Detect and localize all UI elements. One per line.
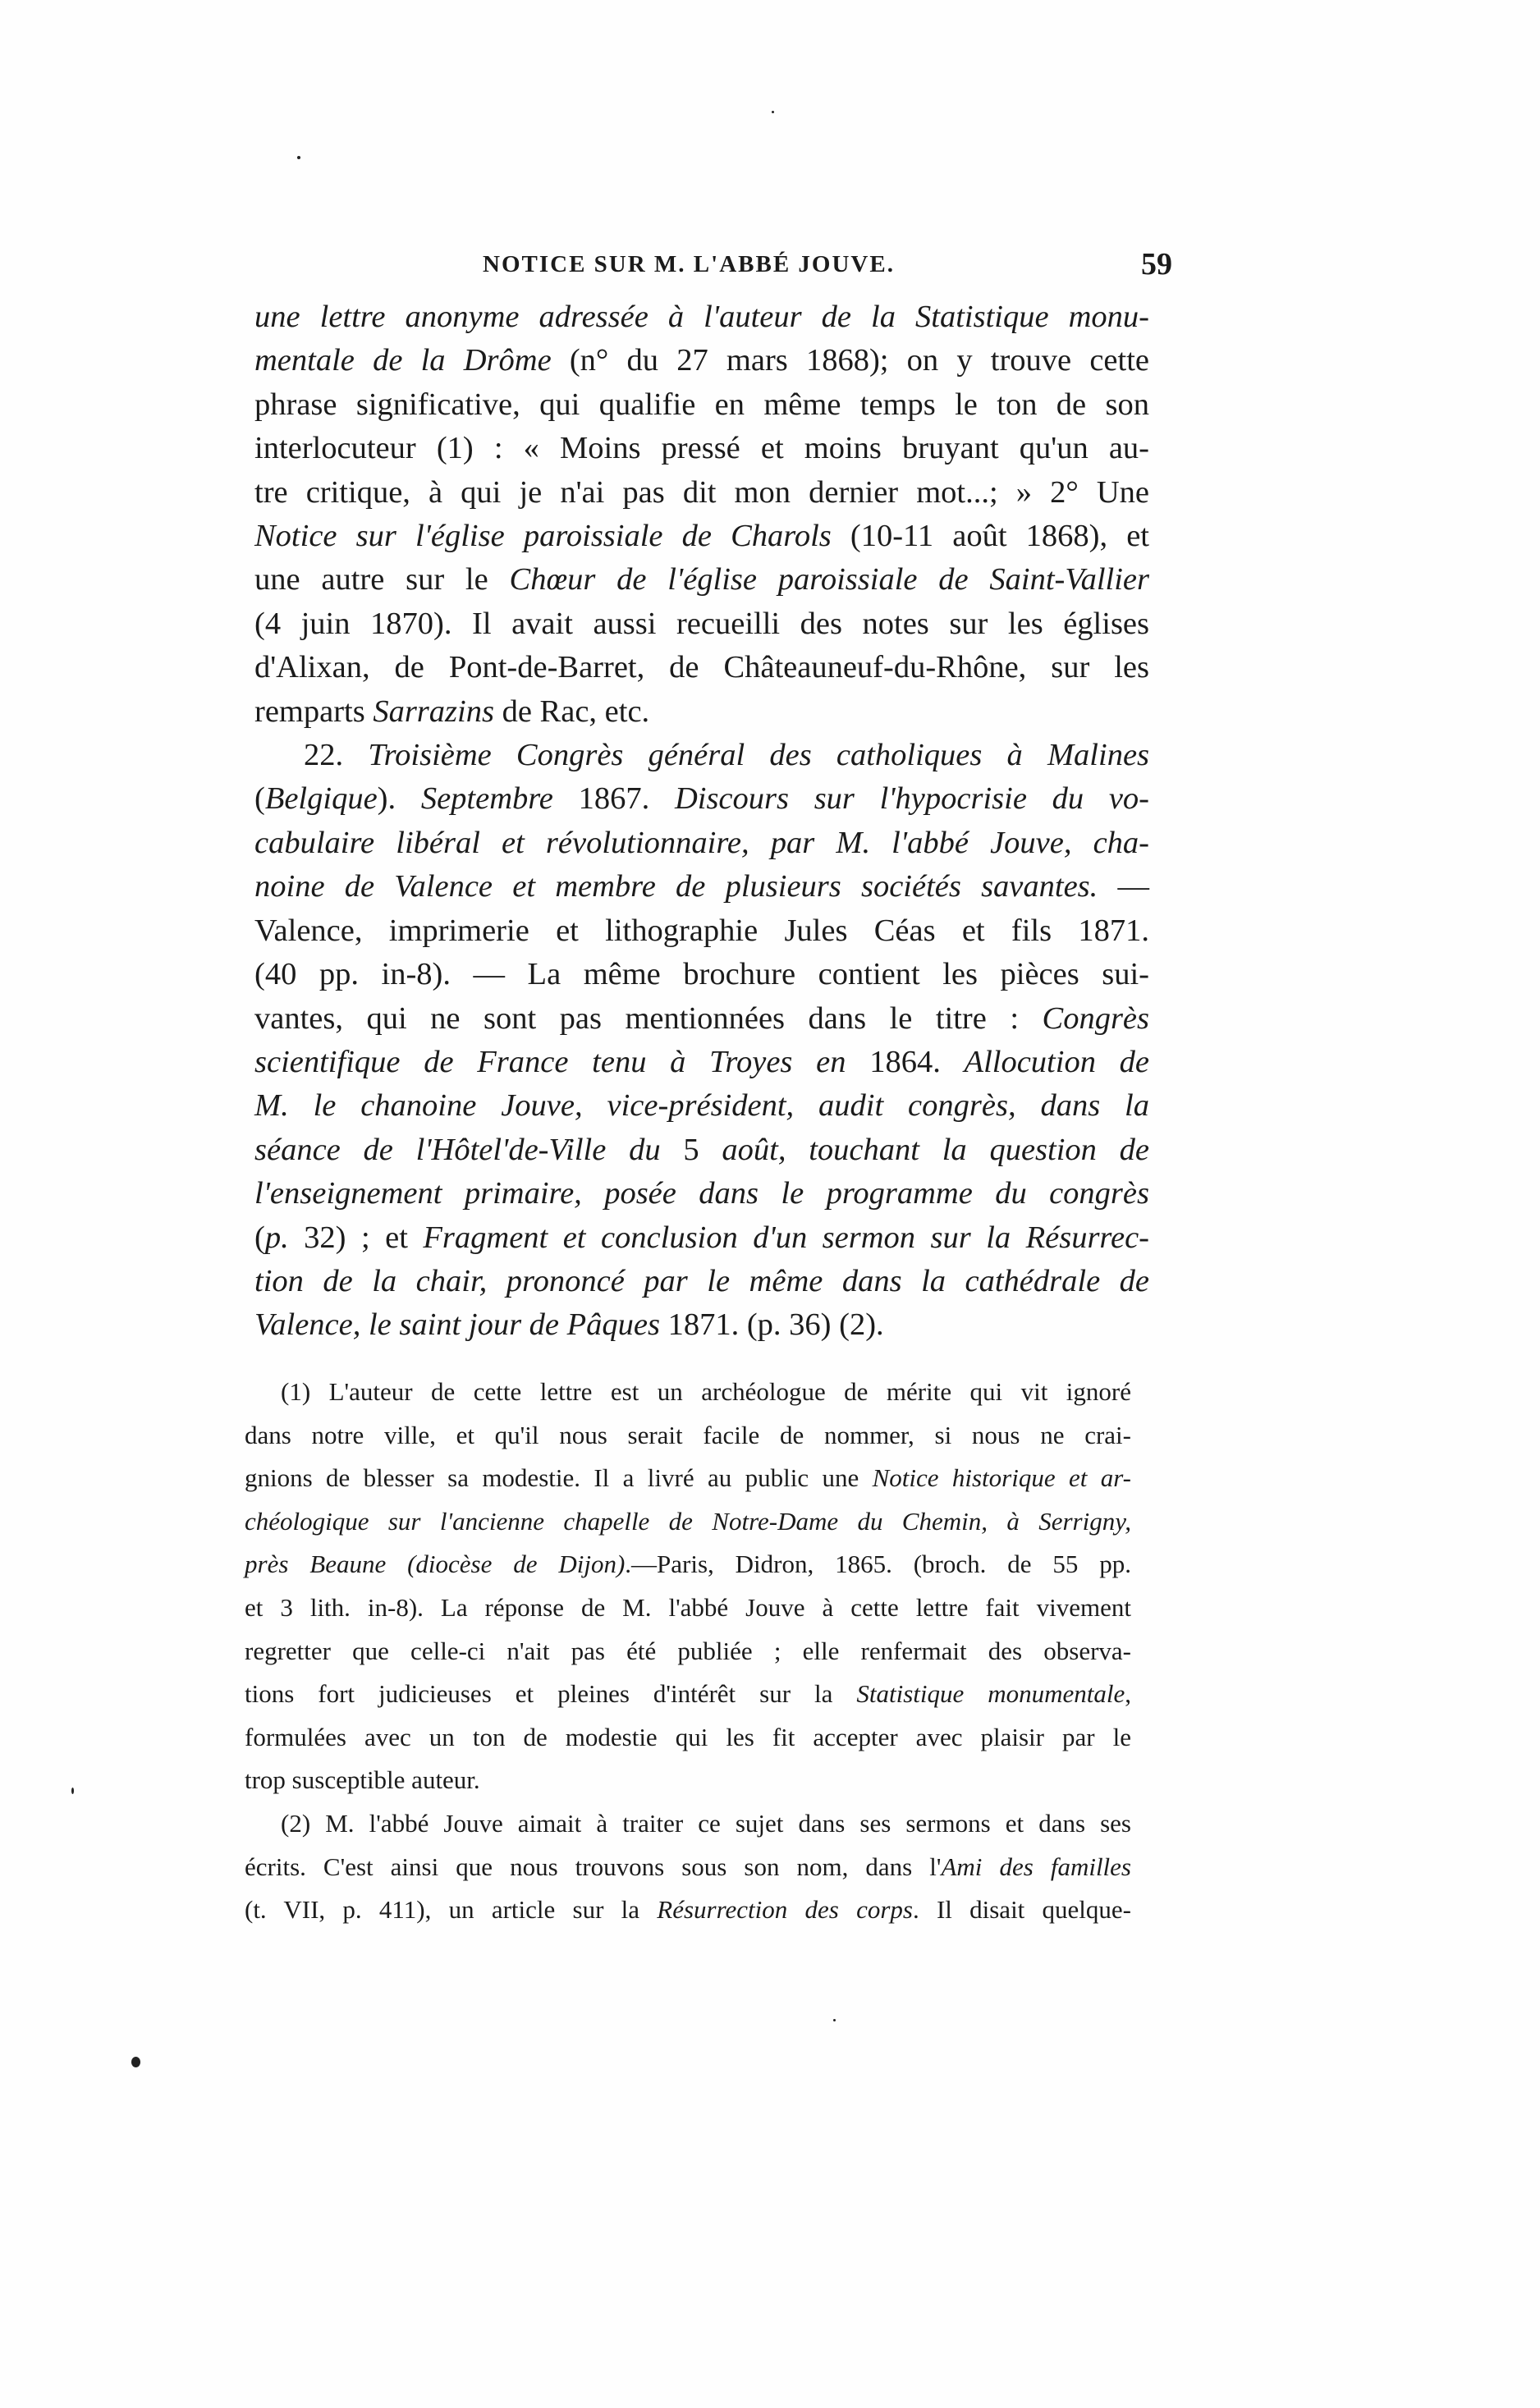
page-header bbox=[253, 246, 1172, 287]
footnote-line: regretter que celle-ci n'ait pas été publiée ; elle renfermait des observa- bbox=[245, 1636, 1131, 1665]
text-line: séance de l'Hôtel'de-Ville du 5 août, touchant la question de bbox=[254, 1132, 1150, 1167]
text-line: (40 pp. in-8). — La même brochure contient les pièces sui- bbox=[254, 957, 1149, 992]
footnote-line: gnions de blesser sa modestie. Il a livré au public une Notice historique et ar- bbox=[245, 1463, 1131, 1493]
footnote-line: (1) L'auteur de cette lettre est un archéologue de mérite qui vit ignoré bbox=[281, 1377, 1131, 1406]
footnotes bbox=[245, 1371, 1131, 1932]
text-line: d'Alixan, de Pont-de-Barret, de Châteauneuf-du-Rhône, sur les bbox=[254, 650, 1149, 685]
text-line: (p. 32) ; et Fragment et conclusion d'un sermon sur la Résurrec- bbox=[254, 1220, 1149, 1255]
text-line: M. le chanoine Jouve, vice-président, audit congrès, dans la bbox=[254, 1088, 1149, 1124]
footnote-line: tions fort judicieuses et pleines d'intérêt sur la Statistique monumentale, bbox=[245, 1679, 1131, 1709]
page-number: 59 bbox=[1141, 247, 1172, 282]
scan-speck bbox=[772, 111, 774, 113]
footnote-1 bbox=[245, 1371, 1131, 1802]
text-line: tion de la chair, prononcé par le même dans la cathédrale de bbox=[254, 1263, 1149, 1298]
text-line: une lettre anonyme adressée à l'auteur de la Statistique monu- bbox=[254, 300, 1149, 334]
footnote-line: (2) M. l'abbé Jouve aimait à traiter ce sujet dans ses sermons et dans ses bbox=[281, 1808, 1131, 1838]
text-line: phrase significative, qui qualifie en même temps le ton de son bbox=[254, 387, 1149, 422]
text-line: 22. Troisième Congrès général des catholiques à Malines bbox=[304, 738, 1150, 773]
scan-speck bbox=[131, 2057, 140, 2067]
text-line: mentale de la Drôme (n° du 27 mars 1868); on y trouve cette bbox=[254, 343, 1149, 378]
footnote-line: près Beaune (diocèse de Dijon).—Paris, Didron, 1865. (broch. de 55 pp. bbox=[245, 1550, 1131, 1579]
footnote-line: formulées avec un ton de modestie qui les fit accepter avec plaisir par le bbox=[245, 1722, 1131, 1751]
footnote-line: et 3 lith. in-8). La réponse de M. l'abbé Jouve à cette lettre fait vivement bbox=[245, 1592, 1131, 1622]
text-line: Notice sur l'église paroissiale de Charols (10-11 août 1868), et bbox=[254, 519, 1149, 554]
main-text bbox=[254, 295, 1149, 1348]
text-line: noine de Valence et membre de plusieurs sociétés savantes. — bbox=[254, 869, 1149, 904]
text-line: tre critique, à qui je n'ai pas dit mon dernier mot...; » 2° Une bbox=[254, 474, 1149, 510]
footnote-2 bbox=[245, 1802, 1131, 1932]
footnote-line: dans notre ville, et qu'il nous serait facile de nommer, si nous ne crai- bbox=[245, 1420, 1131, 1449]
text-line: l'enseignement primaire, posée dans le programme du congrès bbox=[254, 1176, 1149, 1211]
text-line: scientifique de France tenu à Troyes en 1864. Allocution de bbox=[254, 1044, 1150, 1079]
footnote-line: chéologique sur l'ancienne chapelle de Notre-Dame du Chemin, à Serrigny, bbox=[245, 1506, 1131, 1536]
text-line: cabulaire libéral et révolutionnaire, par M. l'abbé Jouve, cha- bbox=[254, 825, 1149, 860]
text-line: une autre sur le Chœur de l'église paroissiale de Saint-Vallier bbox=[254, 562, 1150, 597]
footnote-line: trop susceptible auteur. bbox=[245, 1765, 480, 1795]
text-line: vantes, qui ne sont pas mentionnées dans le titre : Congrès bbox=[254, 1000, 1149, 1036]
footnote-line: (t. VII, p. 411), un article sur la Résurrection des corps. Il disait quelque- bbox=[245, 1895, 1131, 1925]
scan-speck bbox=[71, 1788, 74, 1794]
footnote-line: écrits. C'est ainsi que nous trouvons sous son nom, dans l'Ami des familles bbox=[245, 1852, 1131, 1881]
scan-speck bbox=[297, 156, 300, 159]
text-line: (Belgique). Septembre 1867. Discours sur l'hypocrisie du vo- bbox=[254, 781, 1149, 817]
scan-speck bbox=[833, 2019, 836, 2021]
text-line: (4 juin 1870). Il avait aussi recueilli des notes sur les églises bbox=[254, 606, 1149, 641]
text-line: Valence, le saint jour de Pâques 1871. (p. 36) (2). bbox=[254, 1307, 884, 1343]
running-title: NOTICE SUR M. L'ABBÉ JOUVE. bbox=[483, 251, 895, 277]
text-line: Valence, imprimerie et lithographie Jules Céas et fils 1871. bbox=[254, 913, 1149, 948]
text-line: remparts Sarrazins de Rac, etc. bbox=[254, 694, 650, 729]
text-line: interlocuteur (1) : « Moins pressé et moins bruyant qu'un au- bbox=[254, 431, 1149, 466]
